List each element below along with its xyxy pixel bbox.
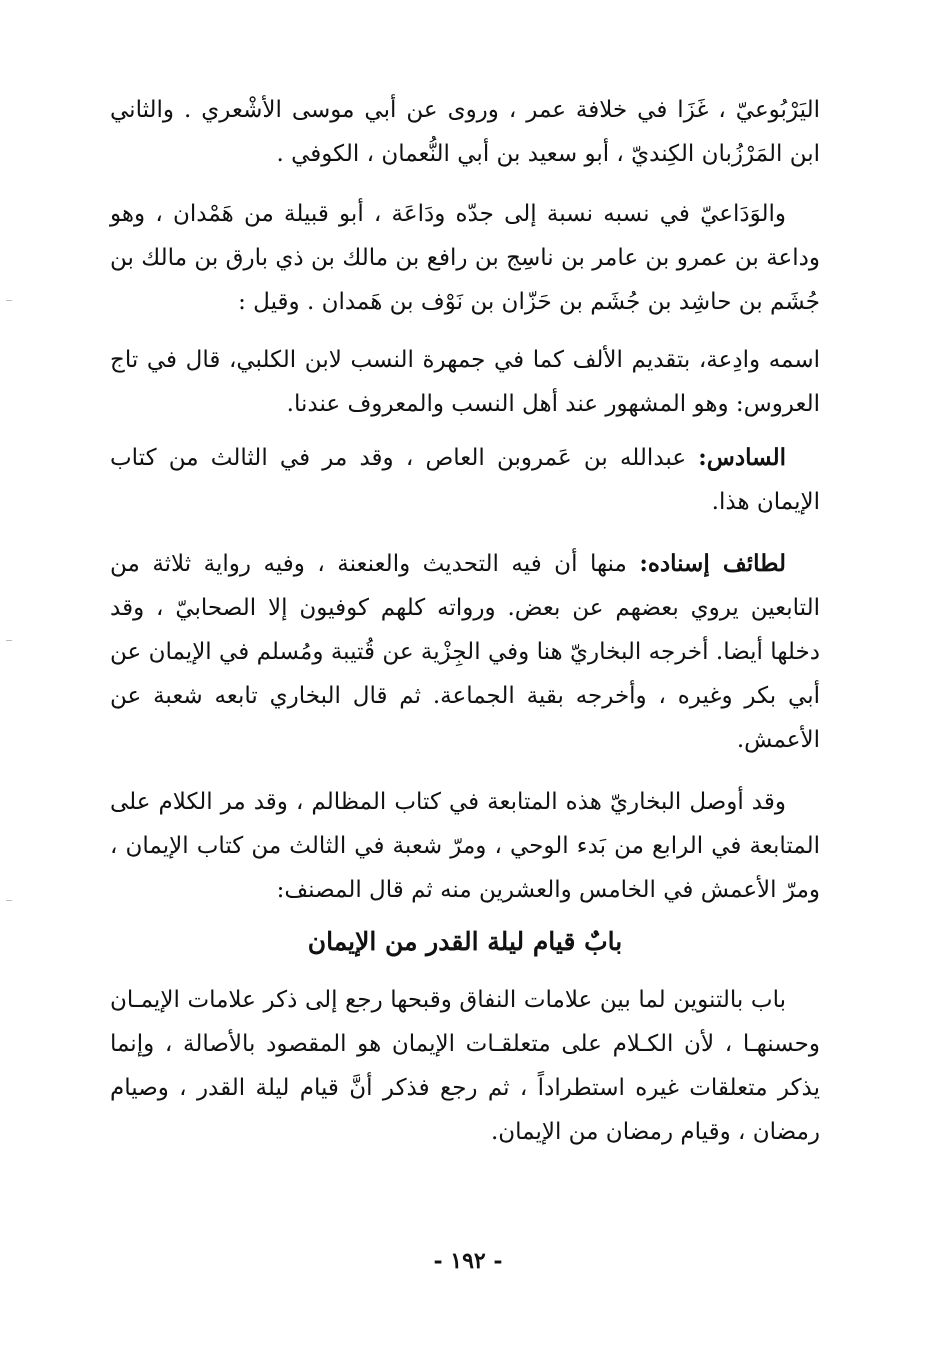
paragraph-5-text: منها أن فيه التحديث والعنعنة ، وفيه رواية ثلاثة من التابعين يروي بعضهم عن بعض. ورواته كلهم كوفيون إلا الصحابيّ ، وقد دخلها أيضا. أخرجه البخاريّ هنا وفي الجِزْية عن قُتيبة ومُسلم في الإيمان عن أبي بكر وغيره ، وأخرجه بقية الجماعة. ثم قال البخاري تابعه شعبة عن الأعمش. (110, 551, 820, 753)
paragraph-2-text: والوَدَاعيّ في نسبه نسبة إلى جدّه ودَاعَة ، أبو قبيلة من هَمْدان ، وهو وداعة بن عمرو بن عامر بن ناسِج بن رافع بن مالك بن ذي بارق بن مالك بن جُشَم بن حاشِد بن جُشَم بن حَزّان بن نَوْف بن هَمدان . وقيل : (110, 201, 820, 315)
paragraph-1 (110, 88, 820, 176)
paragraph-4-text: عبدالله بن عَمروبن العاص ، وقد مر في الثالث من كتاب الإيمان هذا. (110, 445, 820, 515)
paragraph-7 (110, 978, 820, 1154)
section-heading: بابٌ قيام ليلة القدر من الإيمان (307, 927, 623, 956)
page-number: - ١٩٢ - (433, 1248, 503, 1274)
paragraph-4-lead: السادس: (698, 444, 786, 471)
margin-mark (6, 640, 12, 641)
paragraph-3-text: اسمه وادِعة، بتقديم الألف كما في جمهرة النسب لابن الكلبي، قال في تاج العروس: وهو المشهور عند أهل النسب والمعروف عندنا. (110, 347, 820, 417)
document-page (110, 80, 820, 1280)
paragraph-7-text: باب بالتنوين لما بين علامات النفاق وقبحها رجع إلى ذكر علامات الإيمـان وحسنهـا ، لأن الكـلام على متعلقـات الإيمان هو المقصود بالأصالة ، وإنما يذكر متعلقات غيره استطراداً ، ثم رجع فذكر أنَّ قيام ليلة القدر ، وصيام رمضان ، وقيام رمضان من الإيمان. (110, 987, 820, 1145)
margin-mark (6, 900, 12, 901)
paragraph-2 (110, 192, 820, 324)
paragraph-3 (110, 338, 820, 426)
paragraph-1-text: اليَرْبُوعيّ ، غَزَا في خلافة عمر ، وروى عن أبي موسى الأشْعري . والثاني ابن المَرْزُبان الكِنديّ ، أبو سعيد بن أبي النُّعمان ، الكوفي . (110, 97, 820, 167)
margin-mark (6, 300, 12, 301)
paragraph-4 (110, 436, 820, 524)
paragraph-6-text: وقد أوصل البخاريّ هذه المتابعة في كتاب المظالم ، وقد مر الكلام على المتابعة في الرابع من بَدء الوحي ، ومرّ شعبة في الثالث من كتاب الإيمان ، ومرّ الأعمش في الخامس والعشرين منه ثم قال المصنف: (110, 789, 820, 903)
paragraph-5 (110, 542, 820, 762)
paragraph-5-lead: لطائف إسناده: (639, 550, 787, 577)
paragraph-6 (110, 780, 820, 912)
